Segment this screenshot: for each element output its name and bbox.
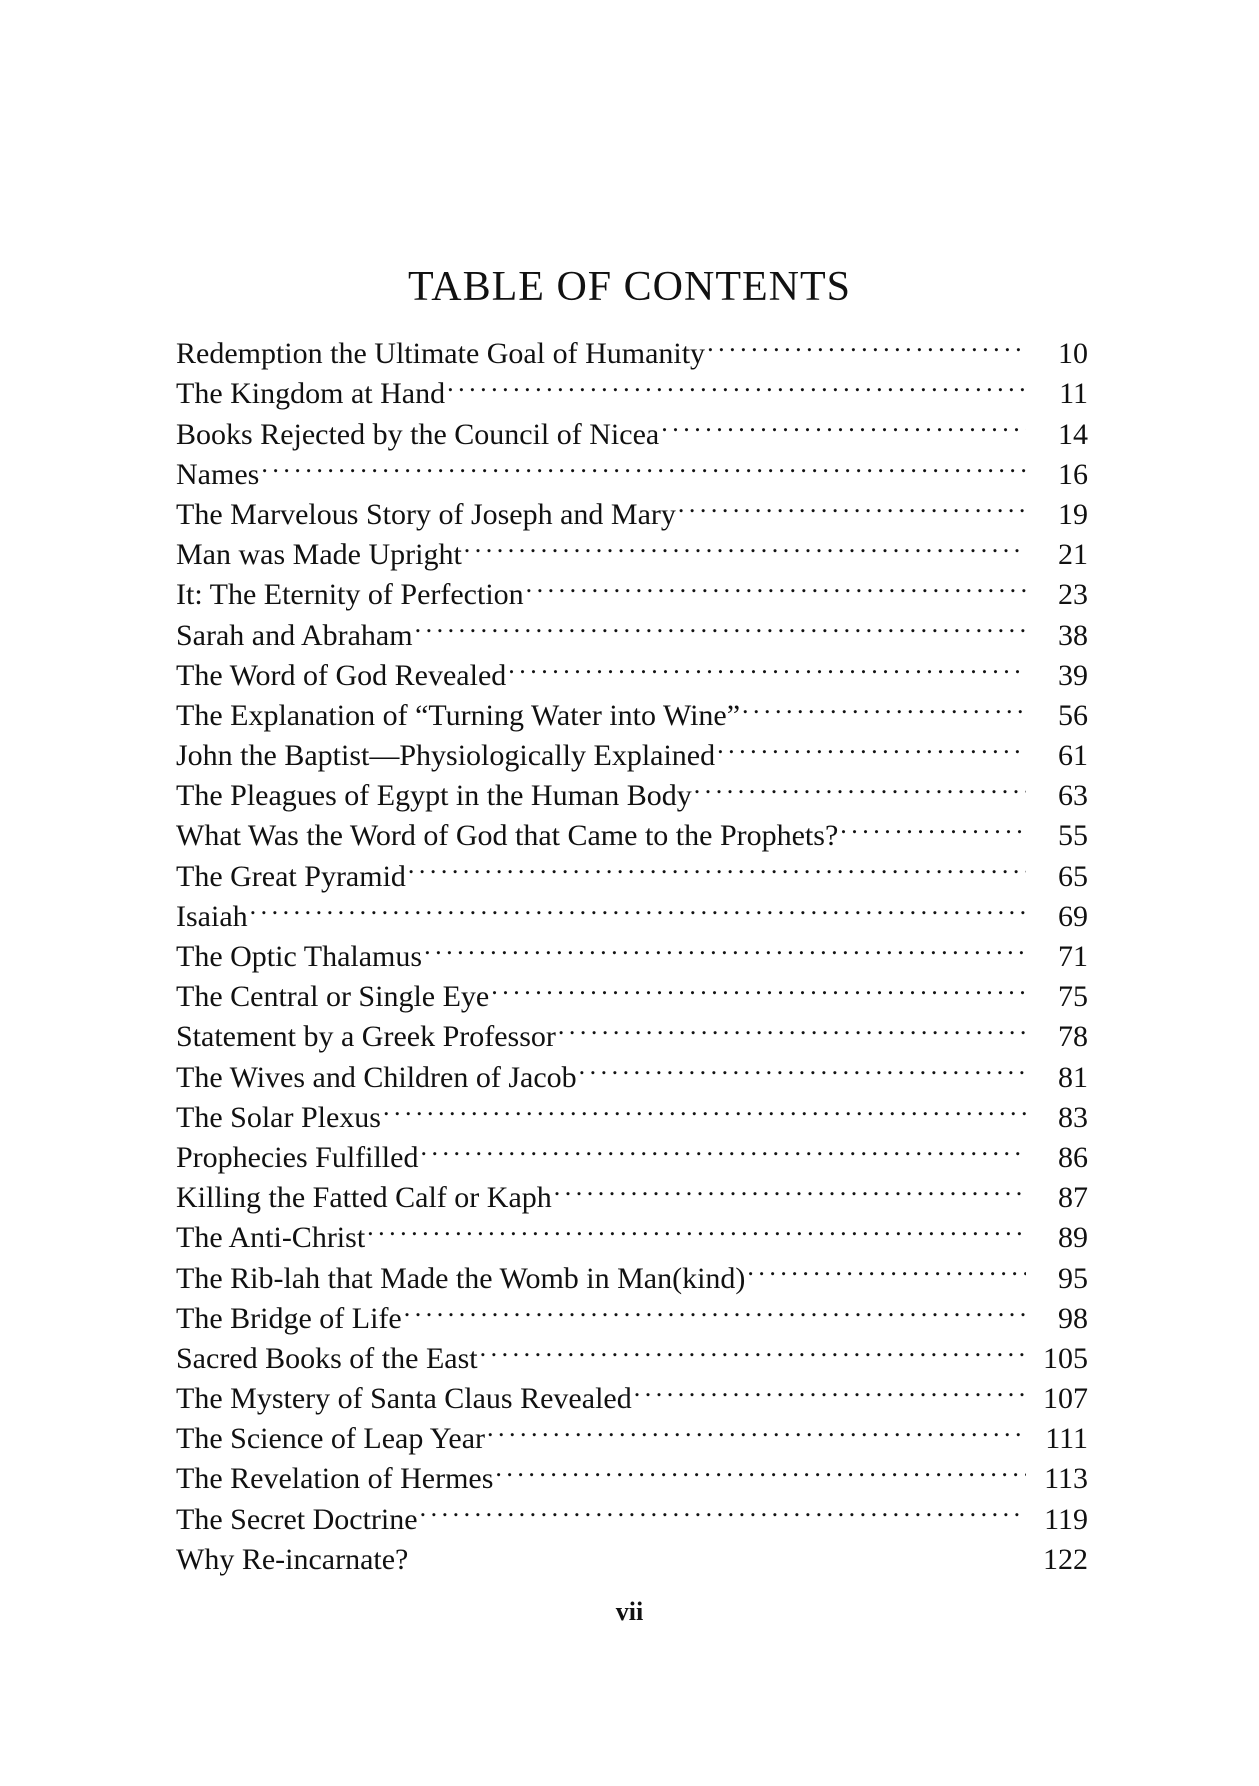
toc-entry [176, 886, 1088, 933]
toc-entry-title: Redemption the Ultimate Goal of Humanity [176, 337, 706, 371]
toc-entry-title: The Anti-Christ [176, 1221, 366, 1255]
toc-entry-page-number: 111 [1045, 1422, 1088, 1456]
toc-entry-page-number: 65 [1058, 859, 1088, 893]
toc-entry-title: The Kingdom at Hand [176, 377, 446, 411]
dot-leader [579, 1046, 1026, 1086]
toc-entry-page-number: 55 [1058, 819, 1088, 853]
dot-leader [526, 564, 1026, 604]
toc-entry-title: Isaiah [176, 899, 248, 933]
toc-entry-title: The Optic Thalamus [176, 940, 423, 973]
dot-leader [464, 524, 1026, 564]
dot-leader [634, 1368, 1026, 1408]
toc-entry-page-number: 16 [1058, 457, 1088, 491]
toc-entry-title: Prophecies Fulfilled [176, 1140, 419, 1174]
toc-entry-page-number: 98 [1058, 1301, 1088, 1335]
toc-entry-page-number: 14 [1058, 417, 1088, 451]
toc-entry-title: The Secret Doctrine [176, 1502, 418, 1536]
toc-entry-title: The Bridge of Life [176, 1301, 402, 1335]
dot-leader [367, 1207, 1026, 1247]
dot-leader [480, 1328, 1026, 1368]
toc-entry [176, 444, 1088, 491]
dot-leader [694, 765, 1026, 805]
dot-leader [487, 1408, 1026, 1448]
toc-entry [176, 926, 1088, 973]
dot-leader [408, 845, 1026, 885]
dot-leader [747, 1247, 1026, 1287]
toc-entry-title: What Was the Word of God that Came to the Prophets? [176, 819, 839, 853]
toc-entry-title: The Pleagues of Egypt in the Human Body [176, 779, 692, 813]
toc-entry-title: Sacred Books of the East [176, 1341, 478, 1375]
toc-entry-title: The Great Pyramid [176, 859, 406, 893]
toc-entry-page-number: 61 [1058, 739, 1088, 773]
toc-entry-title: The Word of God Revealed [176, 658, 507, 692]
dot-leader [420, 1488, 1026, 1528]
toc-entry-page-number: 10 [1058, 337, 1088, 371]
dot-leader [661, 403, 1026, 443]
toc-entry-title: The Rib-lah that Made the Womb in Man(kind) [176, 1261, 746, 1295]
page-title: TABLE OF CONTENTS [408, 264, 851, 310]
dot-leader [410, 1529, 1026, 1569]
toc-entry-page-number: 19 [1058, 497, 1088, 531]
toc-entry-page-number: 105 [1043, 1341, 1088, 1375]
dot-leader [447, 363, 1026, 403]
toc-entry-page-number: 113 [1044, 1462, 1088, 1496]
toc-entry [176, 323, 1088, 371]
toc-entry-title: The Marvelous Story of Joseph and Mary [176, 497, 676, 531]
page-number: vii [615, 1597, 644, 1626]
toc-entry-page-number: 71 [1058, 940, 1088, 973]
toc-entry-title: John the Baptist—Physiologically Explained [176, 739, 716, 773]
dot-leader [415, 604, 1026, 644]
dot-leader [383, 1087, 1026, 1127]
toc-entry-title: Statement by a Greek Professor [176, 1020, 556, 1054]
toc-entry-page-number: 56 [1058, 698, 1088, 732]
dot-leader [261, 444, 1026, 484]
dot-leader [678, 484, 1026, 524]
toc-entry-page-number: 83 [1058, 1100, 1088, 1134]
dot-leader [558, 1006, 1026, 1046]
toc-entry-page-number: 38 [1058, 618, 1088, 652]
toc-entry-title: The Revelation of Hermes [176, 1462, 494, 1496]
toc-entry-title: Man was Made Upright [176, 538, 462, 572]
dot-leader [508, 645, 1026, 685]
dot-leader [742, 685, 1026, 725]
toc-entry-page-number: 23 [1058, 578, 1088, 612]
toc-entry-page-number: 89 [1058, 1221, 1088, 1255]
toc-entry-page-number: 39 [1058, 658, 1088, 692]
toc-entry-page-number: 119 [1044, 1502, 1088, 1536]
toc-entry-page-number: 78 [1058, 1020, 1088, 1054]
toc-entry-title: The Wives and Children of Jacob [176, 1060, 577, 1094]
toc-entry-title: The Explanation of “Turning Water into Wine” [176, 698, 741, 732]
dot-leader [495, 1448, 1026, 1488]
toc-entry-page-number: 107 [1043, 1382, 1088, 1416]
toc-list [176, 323, 1088, 1576]
toc-entry-page-number: 87 [1058, 1181, 1088, 1215]
dot-leader [717, 725, 1026, 765]
dot-leader [404, 1288, 1026, 1328]
toc-entry-page-number: 75 [1058, 980, 1088, 1014]
dot-leader [424, 926, 1026, 966]
toc-entry-page-number: 21 [1058, 538, 1088, 572]
toc-entry-page-number: 63 [1058, 779, 1088, 813]
dot-leader [491, 966, 1026, 1006]
dot-leader [840, 805, 1026, 845]
toc-entry-title: It: The Eternity of Perfection [176, 578, 524, 612]
toc-entry-page-number: 69 [1058, 899, 1088, 933]
toc-entry-title: Books Rejected by the Council of Nicea [176, 417, 660, 451]
toc-entry-title: Killing the Fatted Calf or Kaph [176, 1181, 552, 1215]
toc-entry-page-number: 11 [1059, 377, 1088, 411]
toc-entry-page-number: 81 [1058, 1060, 1088, 1094]
toc-entry-title: The Science of Leap Year [176, 1422, 486, 1456]
toc-entry-title: The Central or Single Eye [176, 980, 490, 1014]
toc-entry-title: Sarah and Abraham [176, 618, 413, 652]
toc-entry-title: The Mystery of Santa Claus Revealed [176, 1382, 632, 1416]
dot-leader [420, 1127, 1026, 1167]
dot-leader [554, 1167, 1026, 1207]
dot-leader [250, 886, 1026, 926]
toc-entry-title: Names [176, 457, 260, 491]
toc-entry-page-number: 95 [1058, 1261, 1088, 1295]
toc-entry-title: The Solar Plexus [176, 1100, 381, 1134]
toc-entry [176, 484, 1088, 531]
toc-entry-page-number: 122 [1043, 1542, 1088, 1576]
toc-entry-title: Why Re-incarnate? [176, 1542, 409, 1576]
toc-entry-page-number: 86 [1058, 1140, 1088, 1174]
dot-leader [707, 323, 1026, 363]
